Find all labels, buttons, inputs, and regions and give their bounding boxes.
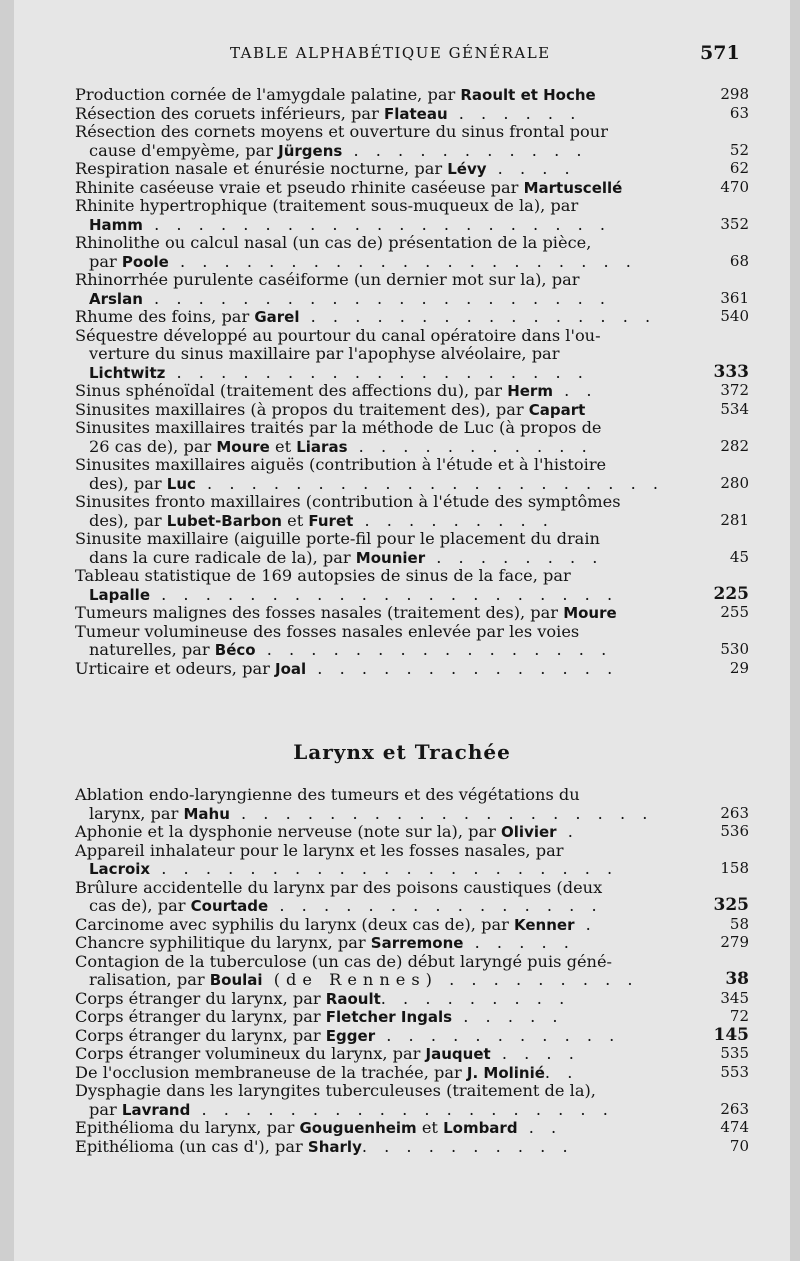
entry-line: Aphonie et la dysphonie nerveuse (note sur la), par Olivier . (75, 822, 579, 841)
entry-line: Rhinite caséeuse vraie et pseudo rhinite caséeuse par Martuscellé (75, 177, 623, 197)
index-entry (75, 786, 749, 823)
entry-author: Lavrand (121, 1100, 191, 1119)
entry-line: Chancre syphilitique du larynx, par Sarremone . . . . . (75, 933, 575, 952)
entry-page-number: 325 (713, 895, 749, 915)
entry-page-number: 70 (729, 1136, 749, 1155)
index-entry (75, 308, 749, 327)
entry-line: Tumeurs malignes des fosses nasales (traitement des), par Moure (75, 603, 617, 622)
leader-dots: . . . . (486, 159, 576, 178)
entry-page-number: 279 (720, 933, 749, 951)
index-entry (75, 179, 749, 198)
entry-line: Production cornée de l'amygdale palatine, par Raoult et Hoche (75, 85, 596, 104)
index-entry (75, 934, 749, 953)
entry-author: Kenner (514, 915, 575, 934)
leader-dots: . . . . (490, 1044, 580, 1063)
index-entry (75, 401, 749, 420)
entry-line: ralisation, par Boulai (de Rennes) . . . . . . . . . (89, 970, 639, 989)
index-entry (75, 879, 749, 916)
entry-page-number: 72 (729, 1007, 749, 1025)
entry-page-number: 361 (720, 288, 749, 307)
leader-dots: . . (544, 1062, 579, 1082)
entry-line: Epithélioma du larynx, par Gouguenheim et Lombard . . (75, 1118, 563, 1137)
entry-line: Rhume des foins, par Garel . . . . . . . . . . . . . . . . (75, 307, 657, 326)
entry-author: Mahu (183, 804, 230, 823)
entry-author: Lombard (443, 1119, 518, 1137)
leader-dots: . . . . . . . . . . . (342, 140, 588, 160)
index-entry (75, 1082, 749, 1119)
index-entry (75, 1024, 749, 1046)
entry-author: Arslan (89, 289, 143, 308)
entry-page-number: 45 (729, 547, 749, 566)
leader-dots: . . . . . (452, 1007, 564, 1026)
leader-dots: . . . . . . . . . (353, 510, 554, 530)
entry-line: cause d'empyème, par Jürgens . . . . . . . . . . . (89, 140, 588, 160)
entry-page-number: 263 (720, 803, 749, 822)
entry-author: Poole (121, 252, 169, 271)
entry-page-number: 68 (729, 251, 749, 270)
index-entry (75, 382, 749, 401)
entry-author: J. Molinié (466, 1063, 545, 1082)
index-entry (75, 86, 749, 105)
entry-author: Furet (308, 511, 354, 530)
leader-dots: . . . . . . . . . . . . . . . . . . . . . (142, 288, 612, 308)
entry-line: larynx, par Mahu . . . . . . . . . . . . . . . . . . . (89, 803, 654, 823)
leader-dots: . . (517, 1118, 563, 1137)
entry-line: cas de), par Courtade . . . . . . . . . . . . . . . (89, 896, 603, 915)
entry-author: Herm (507, 382, 553, 400)
entry-author: Boulai (209, 971, 263, 989)
entry-line: 26 cas de), par Moure et Liaras . . . . . . . . . . . (89, 436, 593, 456)
entry-line: Résection des coruets inférieurs, par Flateau . . . . . . (75, 103, 582, 123)
leader-dots: . . . . . . . . (425, 547, 604, 567)
entry-page-number: 38 (725, 969, 749, 989)
entry-author: Lapalle (89, 585, 150, 604)
entry-line: par Poole . . . . . . . . . . . . . . . . . . . . . (89, 251, 637, 271)
entry-author: Flateau (383, 104, 448, 123)
entry-line: Epithélioma (un cas d'), par Sharly. . . . . . . . . . (75, 1136, 574, 1156)
entry-page-number: 263 (720, 1099, 749, 1118)
index-entry (75, 1045, 749, 1064)
entry-line: Rhinolithe ou calcul nasal (un cas de) présentation de la pièce, (75, 233, 592, 252)
entry-page-number: 474 (720, 1118, 749, 1136)
entry-author: Gouguenheim (299, 1119, 417, 1137)
entry-line: verture du sinus maxillaire par l'apophyse alvéolaire, par (89, 344, 560, 363)
index-entry (75, 419, 749, 456)
leader-dots: . . . . . . . . . . . . . . . . . . . (190, 1099, 614, 1119)
entry-line: Respiration nasale et énurésie nocturne, par Lévy . . . . (75, 159, 576, 178)
entry-line: des), par Lubet-Barbon et Furet . . . . . . . . . (89, 510, 554, 530)
entry-page-number: 145 (713, 1024, 749, 1045)
entry-line: Tableau statistique de 169 autopsies de sinus de la face, par (75, 566, 571, 585)
entry-author: Egger (325, 1026, 376, 1045)
running-header (14, 40, 790, 70)
leader-dots: . . . . . (463, 933, 575, 952)
entry-author: Olivier (501, 823, 557, 841)
entry-line (75, 216, 691, 235)
entry-line: Dysphagie dans les laryngites tuberculeuses (traitement de la), (75, 1081, 596, 1100)
leader-dots: . . . . . . . . . . . . . . . . . . . . . (168, 251, 637, 271)
index-entry (75, 105, 749, 124)
entry-line: Tumeur volumineuse des fosses nasales enlevée par les voies (75, 621, 580, 641)
entry-line: Sinus sphénoïdal (traitement des affections du), par Herm . . (75, 381, 598, 400)
entry-author: Lichtwitz (89, 363, 166, 382)
entry-line: Corps étranger volumineux du larynx, par Jauquet . . . . (75, 1044, 580, 1063)
entry-author: Hamm (89, 215, 143, 234)
entry-page-number: 530 (720, 640, 749, 658)
entry-page-number: 281 (720, 510, 749, 529)
entry-line: Sinusites fronto maxillaires (contribution à l'étude des symptômes (75, 492, 621, 511)
index-entry (75, 567, 749, 604)
leader-dots: . . . . . . . . . (380, 988, 571, 1008)
index-entry (75, 456, 749, 493)
entry-line: Contagion de la tuberculose (un cas de) début laryngé puis géné- (75, 951, 613, 971)
leader-dots: . (574, 914, 597, 934)
index-entry (75, 916, 749, 935)
entry-line: Sinusite maxillaire (aiguille porte-fil pour le placement du drain (75, 529, 600, 548)
entry-author: Raoult et Hoche (460, 86, 596, 104)
entry-line: dans la cure radicale de la), par Mounier . . . . . . . . (89, 547, 604, 567)
entry-line (75, 860, 691, 879)
entry-page-number: 345 (720, 988, 749, 1007)
entry-line: par Lavrand . . . . . . . . . . . . . . . . . . . (89, 1099, 614, 1119)
entry-page-number: 352 (720, 214, 749, 233)
leader-dots: . . . . . . (447, 103, 582, 123)
leader-dots: . . . . . . . . . . . (347, 436, 593, 456)
entry-author: Luc (166, 474, 196, 493)
entry-author: Liaras (296, 437, 348, 456)
entry-page-number: 255 (720, 603, 749, 621)
book-page (14, 0, 790, 1261)
entry-line (75, 586, 691, 605)
entry-author: Lévy (447, 160, 487, 178)
entry-author: Béco (214, 641, 256, 659)
entry-page-number: 280 (720, 473, 749, 492)
entry-page-number: 29 (729, 658, 749, 677)
entry-line: Séquestre développé au pourtour du canal opératoire dans l'ou- (75, 325, 601, 345)
index-entry (75, 1119, 749, 1138)
leader-dots: . . . . . . . . . . . (375, 1025, 621, 1045)
leader-dots: . . . . . . . . . . . . . . . . . . . . . (150, 584, 619, 604)
leader-dots: (de Rennes) . . . . . . . . . (262, 970, 639, 989)
leader-dots: . . . . . . . . . . . . . . . . (255, 640, 613, 659)
index-section-nose (75, 86, 749, 678)
entry-page-number: 225 (713, 583, 749, 604)
leader-dots: . . . . . . . . . . . . . . . . . . . . . (195, 473, 665, 493)
entry-page-number: 540 (720, 307, 749, 325)
entry-line: Carcinome avec syphilis du larynx (deux cas de), par Kenner . (75, 914, 597, 934)
entry-page-number: 535 (720, 1044, 749, 1062)
index-entry (75, 493, 749, 530)
index-entry (75, 327, 749, 383)
entry-page-number: 282 (720, 436, 749, 455)
index-entry (75, 1008, 749, 1027)
entry-line: Urticaire et odeurs, par Joal . . . . . . . . . . . . . . (75, 658, 619, 678)
entry-page-number: 62 (729, 159, 749, 177)
leader-dots: . (556, 822, 579, 841)
entry-line: Appareil inhalateur pour le larynx et les fosses nasales, par (75, 840, 564, 860)
entry-line: Sinusites maxillaires (à propos du traitement des), par Capart (75, 399, 586, 419)
leader-dots: . . . . . . . . . . . . . . . . . . . . . (142, 214, 612, 234)
index-entry (75, 1064, 749, 1083)
entry-line: Corps étranger du larynx, par Raoult. . . . . . . . . (75, 988, 571, 1008)
entry-page-number: 52 (729, 140, 749, 159)
leader-dots: . . . . . . . . . . . . . . . . . . . . . (150, 859, 619, 878)
index-section-larynx (75, 786, 749, 1156)
entry-line: Brûlure accidentelle du larynx par des poisons caustiques (deux (75, 877, 603, 897)
entry-line: Sinusites maxillaires traités par la méthode de Luc (à propos de (75, 418, 602, 437)
leader-dots: . . . . . . . . . . . . . . . (268, 896, 603, 915)
index-entry (75, 660, 749, 679)
entry-page-number: 58 (729, 914, 749, 933)
entry-author: Martuscellé (523, 178, 623, 197)
index-entry (75, 271, 749, 308)
entry-page-number: 536 (720, 822, 749, 840)
entry-line: Ablation endo-laryngienne des tumeurs et des végétations du (75, 785, 580, 804)
entry-line: Corps étranger du larynx, par Egger . . . . . . . . . . . (75, 1025, 621, 1045)
leader-dots: . . . . . . . . . . . . . . . . . . . (229, 803, 654, 823)
entry-author: Joal (275, 659, 307, 678)
entry-author: Sarremone (370, 934, 464, 952)
entry-author: Garel (254, 308, 300, 326)
entry-page-number: 158 (720, 859, 749, 877)
leader-dots: . . . . . . . . . . (361, 1136, 574, 1156)
index-entry (75, 953, 749, 990)
leader-dots: . . . . . . . . . . . . . . . . . . . (165, 362, 589, 382)
entry-page-number: 298 (720, 85, 749, 103)
entry-line: des), par Luc . . . . . . . . . . . . . . . . . . . . . (89, 473, 665, 493)
index-entry (75, 123, 749, 160)
leader-dots: . . (552, 381, 598, 400)
entry-author: Sharly (307, 1137, 362, 1156)
entry-author: Courtade (190, 897, 269, 915)
page-number: 571 (700, 42, 740, 64)
entry-author: Jürgens (278, 141, 343, 160)
entry-author: Lacroix (89, 860, 151, 878)
index-entry (75, 842, 749, 879)
index-entry (75, 1138, 749, 1157)
index-entry (75, 990, 749, 1009)
section-heading: Larynx et Trachée (293, 740, 511, 764)
entry-line: Résection des cornets moyens et ouverture du sinus frontal pour (75, 122, 608, 141)
entry-page-number: 553 (720, 1062, 749, 1081)
leader-dots: . . . . . . . . . . . . . . (306, 658, 619, 678)
entry-author: Fletcher Ingals (325, 1008, 453, 1026)
entry-page-number: 333 (713, 361, 749, 382)
entry-page-number: 63 (729, 103, 749, 122)
header-title: TABLE ALPHABÉTIQUE GÉNÉRALE (230, 44, 551, 62)
entry-page-number: 470 (720, 177, 749, 196)
entry-page-number: 372 (720, 381, 749, 399)
entry-line: Rhinorrhée purulente caséiforme (un dernier mot sur la), par (75, 270, 580, 289)
entry-author: Jauquet (425, 1045, 491, 1063)
entry-line: Sinusites maxillaires aiguës (contribution à l'étude et à l'histoire (75, 455, 607, 474)
entry-line (75, 290, 691, 309)
index-entry (75, 530, 749, 567)
entry-line: Corps étranger du larynx, par Fletcher Ingals . . . . . (75, 1007, 564, 1026)
entry-author: Capart (528, 400, 586, 419)
entry-page-number: 534 (720, 399, 749, 418)
entry-author: Raoult (325, 989, 381, 1008)
index-entry (75, 823, 749, 842)
index-entry (75, 623, 749, 660)
entry-line: naturelles, par Béco . . . . . . . . . . . . . . . . (89, 640, 613, 659)
entry-line: Rhinite hypertrophique (traitement sous-muqueux de la), par (75, 196, 579, 215)
entry-line (75, 364, 691, 383)
entry-author: Moure (216, 437, 270, 456)
entry-line: De l'occlusion membraneuse de la trachée, par J. Molinié. . (75, 1062, 579, 1082)
entry-author: Moure (563, 604, 617, 622)
index-entry (75, 197, 749, 234)
index-entry (75, 604, 749, 623)
entry-author: Mounier (355, 548, 426, 567)
leader-dots: . . . . . . . . . . . . . . . . (299, 307, 657, 326)
index-entry (75, 160, 749, 179)
index-entry (75, 234, 749, 271)
entry-author: Lubet-Barbon (166, 511, 282, 530)
